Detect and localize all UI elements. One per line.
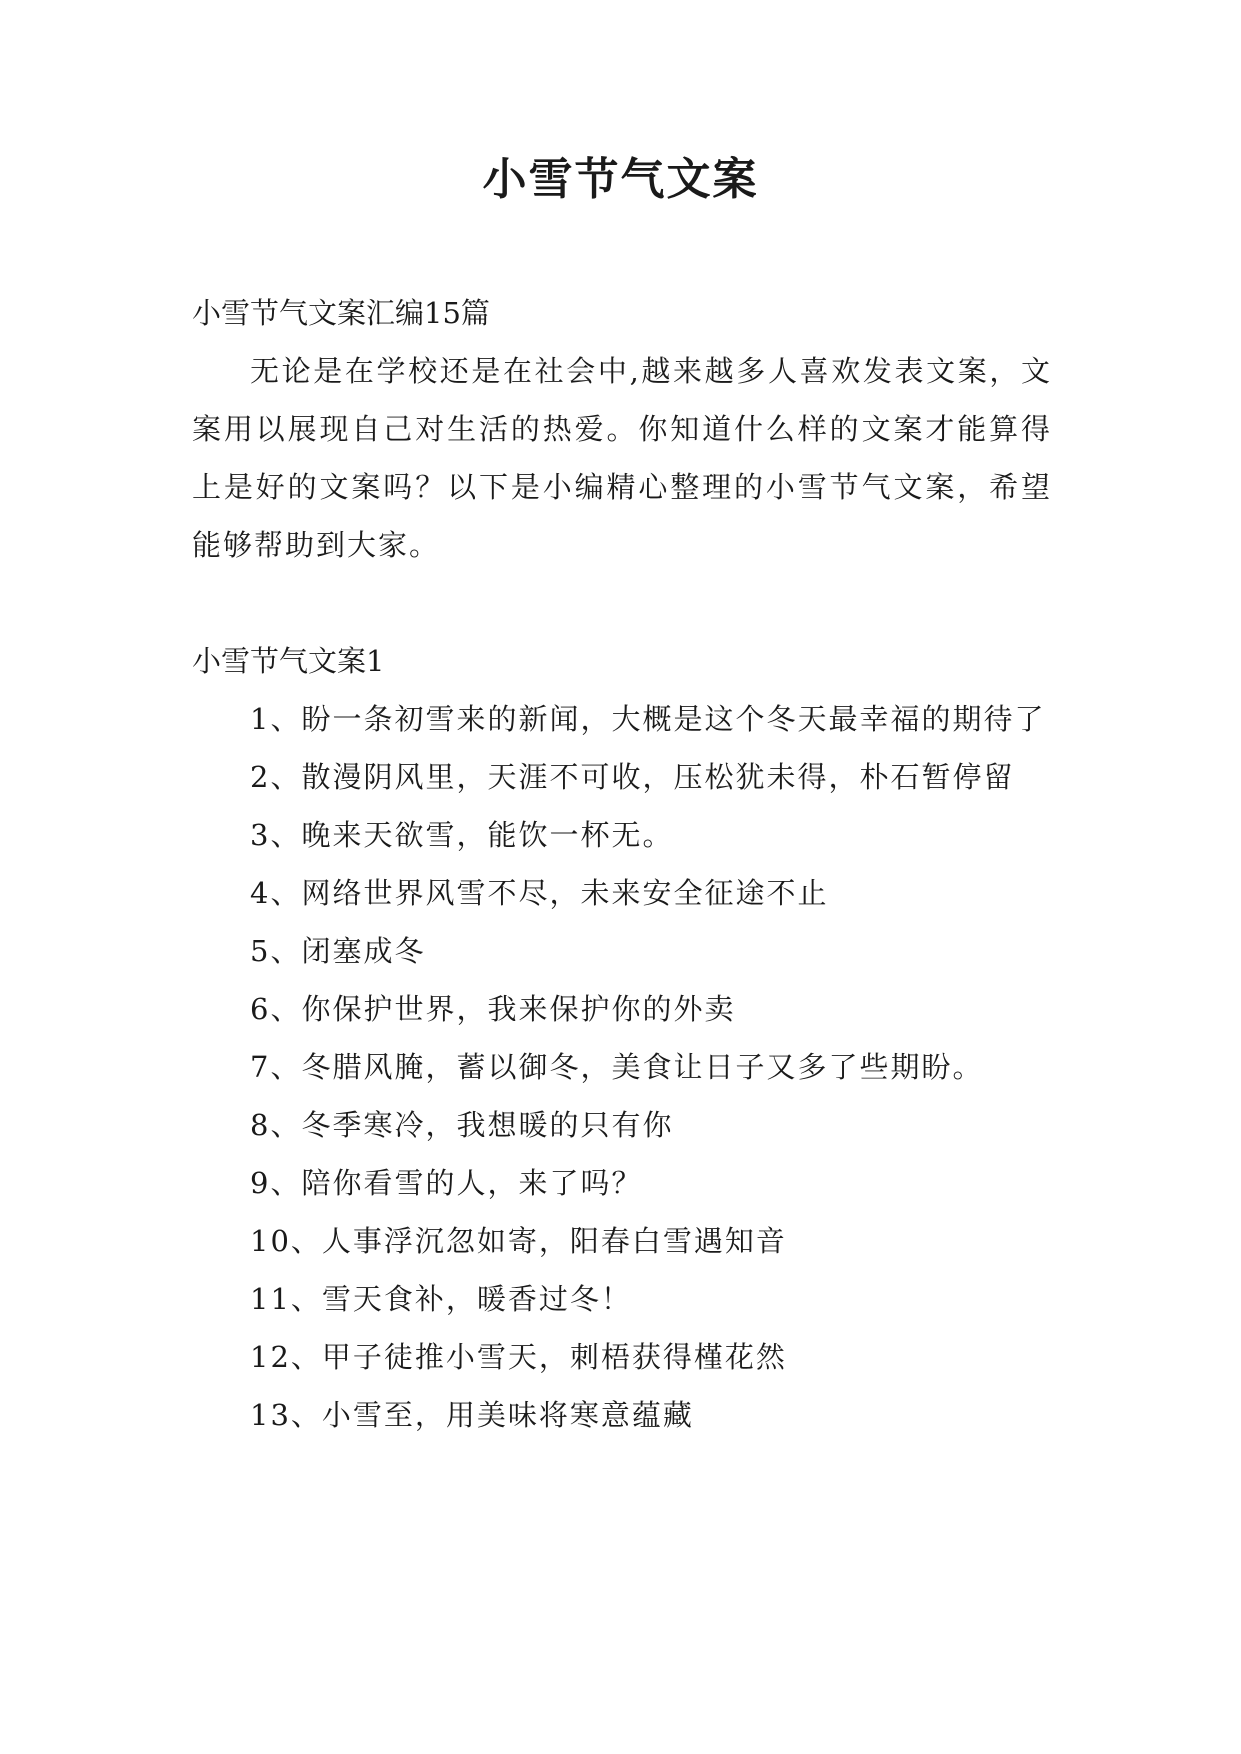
collection-subtitle: 小雪节气文案汇编15篇 (192, 296, 490, 330)
list-item: 3、晚来天欲雪，能饮一杯无。 (250, 818, 674, 852)
list-item: 11、雪天食补，暖香过冬！ (250, 1282, 632, 1316)
list-item: 10、人事浮沉忽如寄，阳春白雪遇知音 (250, 1224, 787, 1258)
list-item: 7、冬腊风腌，蓄以御冬，美食让日子又多了些期盼。 (250, 1050, 984, 1084)
list-item: 2、散漫阴风里，天涯不可收，压松犹未得，朴石暂停留 (250, 760, 1015, 794)
list-item: 5、闭塞成冬 (250, 934, 426, 968)
list-item: 12、甲子徒推小雪天，刺梧获得槿花然 (250, 1340, 787, 1374)
list-item: 8、冬季寒冷，我想暖的只有你 (250, 1108, 674, 1142)
list-item: 13、小雪至，用美味将寒意蕴藏 (250, 1398, 694, 1432)
section-heading: 小雪节气文案1 (192, 644, 385, 678)
list-item: 6、你保护世界，我来保护你的外卖 (250, 992, 736, 1026)
intro-paragraph: 无论是在学校还是在社会中,越来越多人喜欢发表文案，文案用以展现自己对生活的热爱。你知道什么样的文案才能算得上是好的文案吗？以下是小编精心整理的小雪节气文案，希望能够帮助到大家。 (192, 354, 1052, 562)
section-spacer (192, 574, 1052, 632)
list-item: 4、网络世界风雪不尽，未来安全征途不止 (250, 876, 829, 910)
list-item: 1、盼一条初雪来的新闻，大概是这个冬天最幸福的期待了 (250, 702, 1046, 736)
document-body (192, 284, 1052, 1444)
page-title: 小雪节气文案 (482, 154, 759, 205)
list-item: 9、陪你看雪的人，来了吗？ (250, 1166, 643, 1200)
